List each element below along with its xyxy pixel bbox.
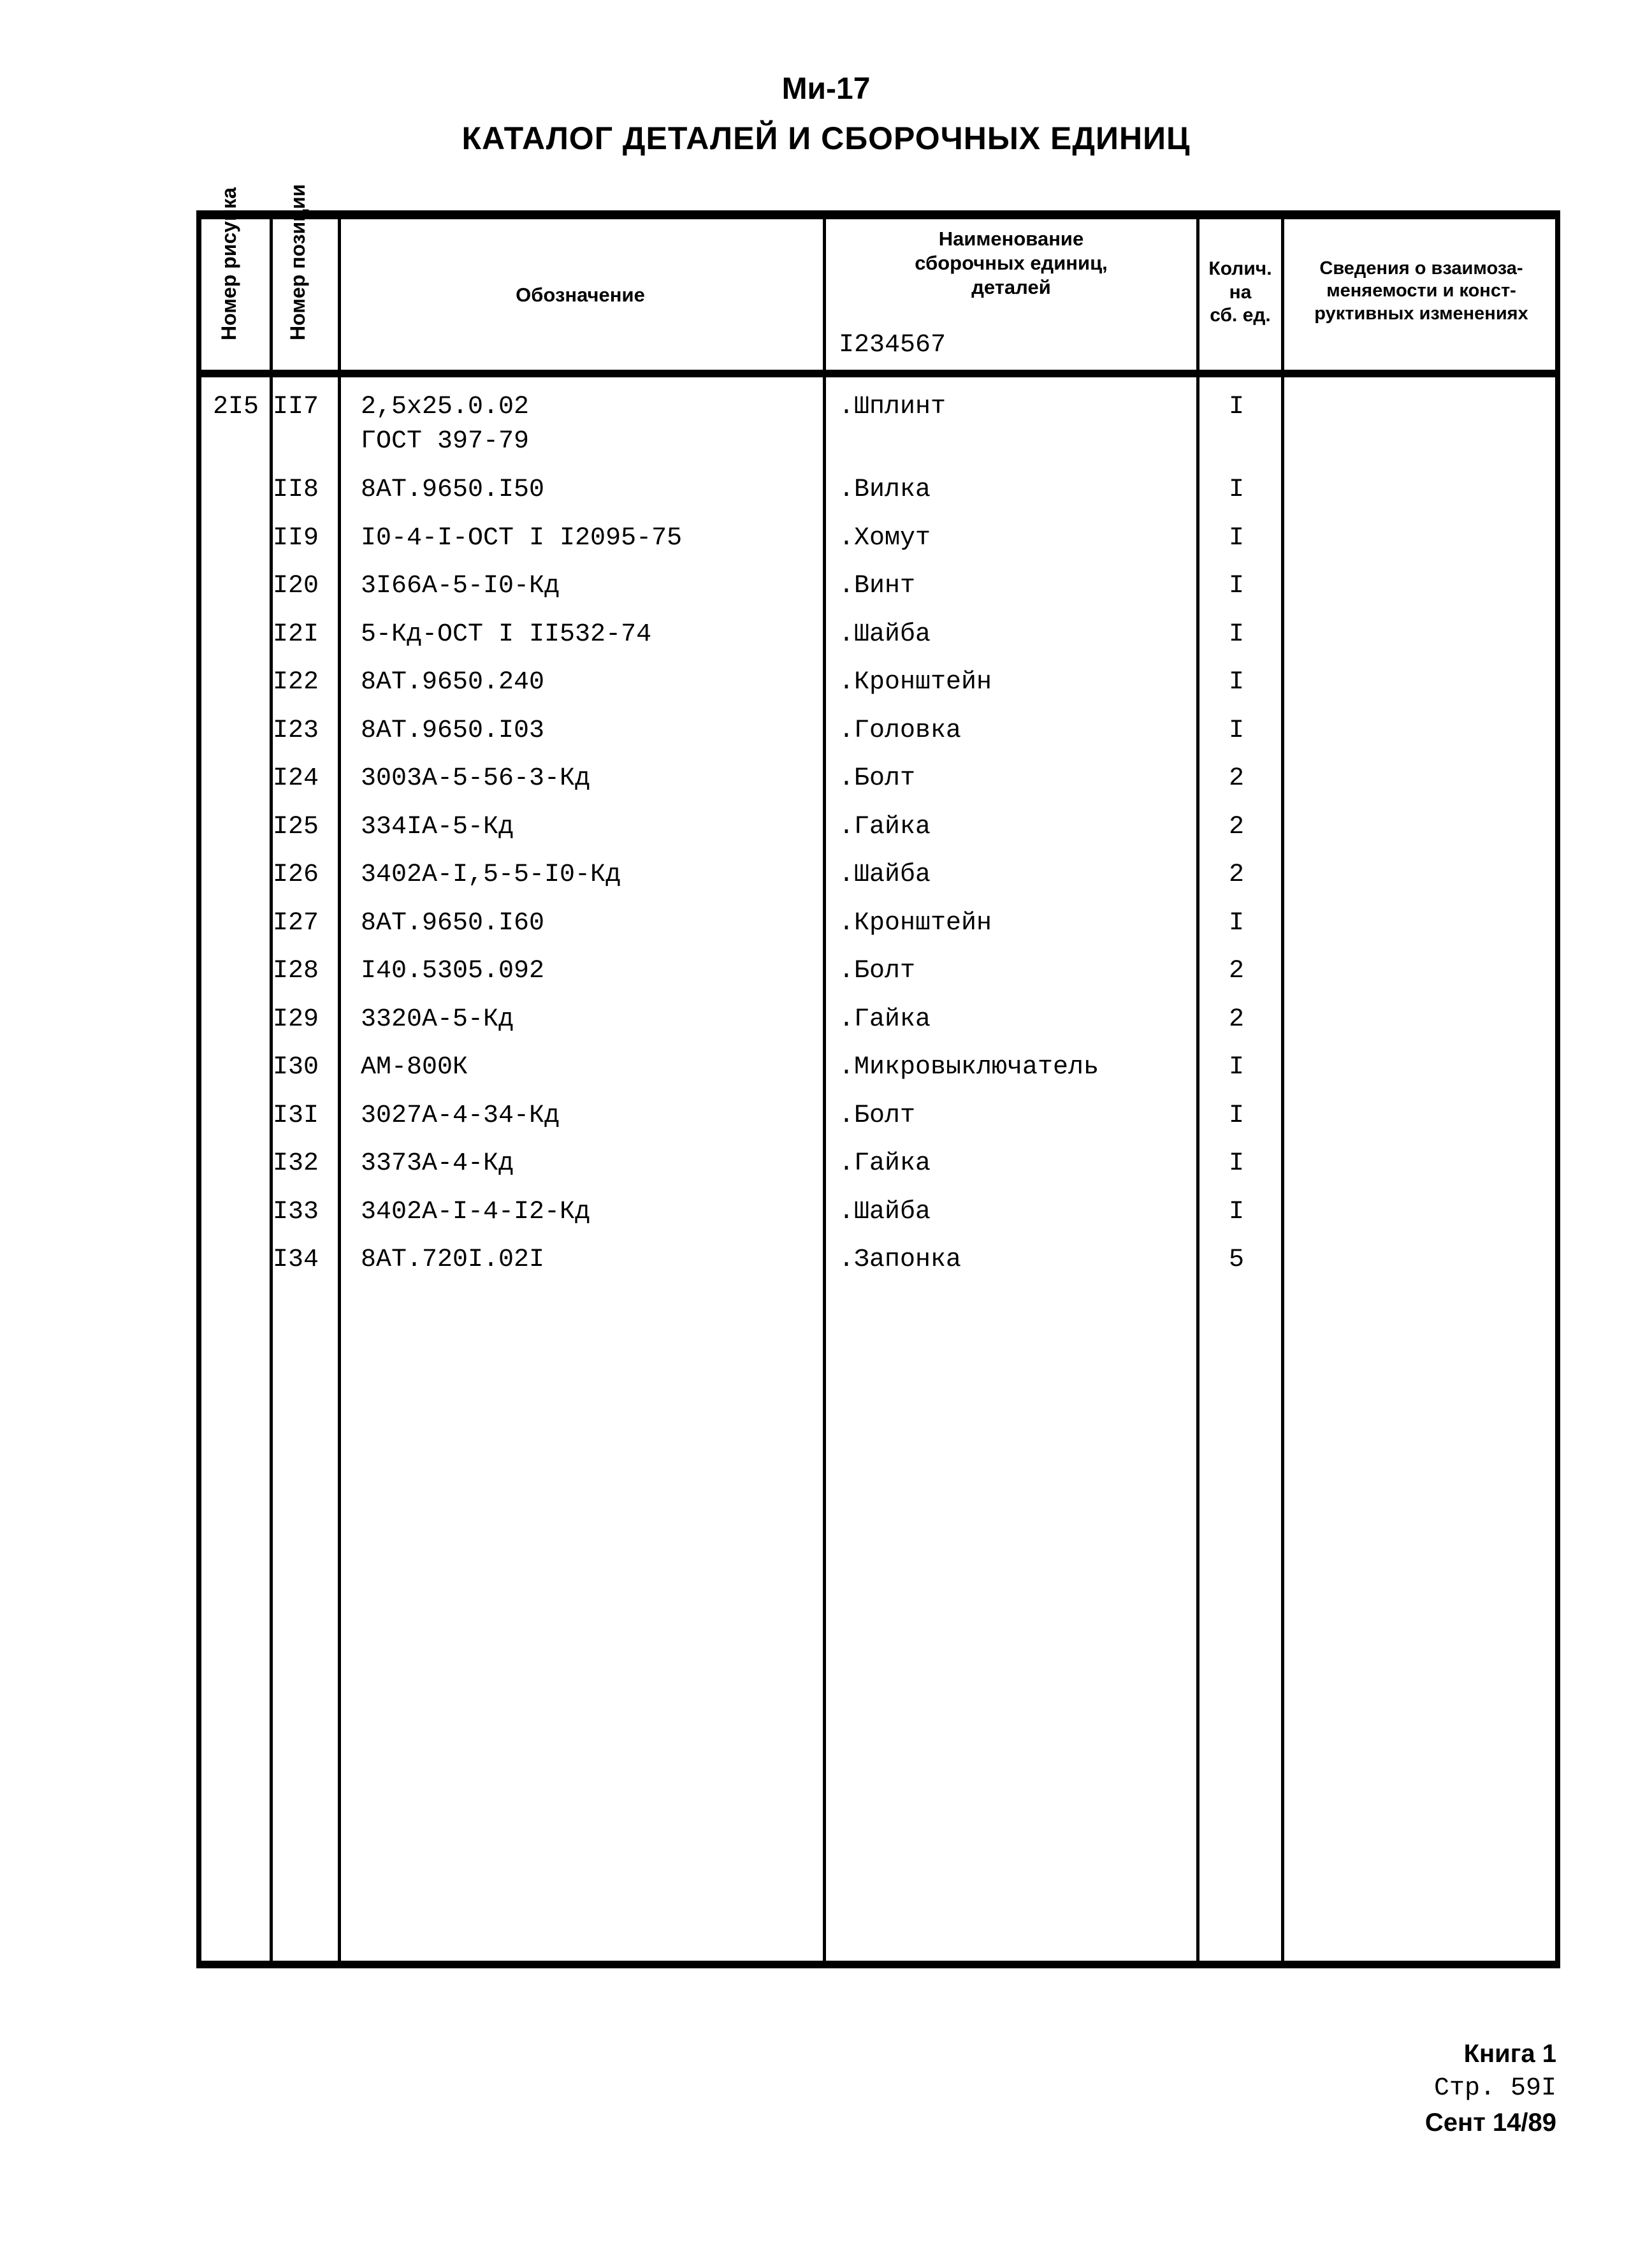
parts-table bbox=[196, 184, 1560, 1968]
position-number: I34 bbox=[273, 1246, 319, 1274]
column-divider bbox=[1281, 219, 1284, 1961]
part-name: .Болт bbox=[839, 1101, 916, 1130]
part-standard: ГОСТ 397-79 bbox=[361, 427, 530, 456]
revision-date: Сент 14/89 bbox=[1424, 2109, 1556, 2137]
position-number: I3I bbox=[273, 1101, 319, 1130]
part-designation: 5-Кд-ОСТ I II532-74 bbox=[361, 620, 652, 649]
part-designation: 8АТ.9650.I50 bbox=[361, 476, 545, 504]
part-designation: I0-4-I-ОСТ I I2095-75 bbox=[361, 523, 683, 553]
part-designation: 2,5x25.0.02 bbox=[361, 393, 530, 421]
position-number: II7 bbox=[273, 393, 319, 421]
part-designation: АМ-800К bbox=[361, 1053, 468, 1082]
part-quantity: I bbox=[1229, 393, 1245, 421]
header-divider bbox=[201, 370, 1555, 377]
part-quantity: I bbox=[1229, 620, 1245, 649]
part-designation: 3003А-5-56-3-Кд bbox=[361, 764, 591, 793]
name-indent-scale: I234567 bbox=[839, 331, 946, 360]
part-designation: 334IА-5-Кд bbox=[361, 812, 514, 841]
part-name: .Хомут bbox=[839, 523, 931, 553]
part-quantity: 2 bbox=[1229, 1005, 1245, 1034]
part-name: .Микровыключатель bbox=[839, 1053, 1099, 1082]
part-designation: 3027А-4-34-Кд bbox=[361, 1101, 560, 1130]
position-number: I26 bbox=[273, 861, 319, 889]
part-name: .Головка bbox=[839, 716, 962, 745]
book-number: Книга 1 bbox=[1463, 2040, 1556, 2068]
part-quantity: 2 bbox=[1229, 764, 1245, 793]
part-name: .Винт bbox=[839, 572, 916, 600]
part-designation: 3I66А-5-I0-Кд bbox=[361, 572, 560, 600]
part-name: .Болт bbox=[839, 957, 916, 985]
figure-number: 2I5 bbox=[213, 393, 259, 421]
part-name: .Шайба bbox=[839, 620, 931, 649]
position-number: I23 bbox=[273, 716, 319, 745]
part-designation: I40.5305.092 bbox=[361, 957, 545, 985]
part-quantity: I bbox=[1229, 523, 1245, 553]
position-number: I28 bbox=[273, 957, 319, 985]
page-title: КАТАЛОГ ДЕТАЛЕЙ И СБОРОЧНЫХ ЕДИНИЦ bbox=[461, 120, 1191, 156]
position-number: I22 bbox=[273, 668, 319, 697]
part-name: .Гайка bbox=[839, 812, 931, 841]
part-designation: 3402А-I,5-5-I0-Кд bbox=[361, 861, 621, 889]
part-quantity: I bbox=[1229, 1149, 1245, 1178]
part-designation: 8АТ.9650.I60 bbox=[361, 908, 545, 938]
part-quantity: I bbox=[1229, 572, 1245, 600]
header-name-line: сборочных единиц, bbox=[915, 251, 1108, 274]
part-quantity: I bbox=[1229, 716, 1245, 745]
part-designation: 8АТ.720I.02I bbox=[361, 1246, 545, 1274]
header-info-line: руктивных изменениях bbox=[1314, 303, 1528, 324]
position-number: I33 bbox=[273, 1197, 319, 1226]
part-quantity: I bbox=[1229, 476, 1245, 504]
header-position-no: Номер позиции bbox=[286, 184, 309, 340]
part-designation: 3402А-I-4-I2-Кд bbox=[361, 1197, 591, 1226]
header-designation: Обозначение bbox=[516, 284, 645, 306]
part-quantity: I bbox=[1229, 1053, 1245, 1082]
part-name: .Гайка bbox=[839, 1005, 931, 1034]
header-info-line: меняемости и конст- bbox=[1326, 280, 1516, 301]
part-name: .Болт bbox=[839, 764, 916, 793]
part-name: .Шплинт bbox=[839, 393, 946, 421]
part-designation: 3373А-4-Кд bbox=[361, 1149, 514, 1178]
position-number: II9 bbox=[273, 523, 319, 553]
header-qty-line: сб. ед. bbox=[1210, 305, 1271, 326]
header-qty-line: Колич. bbox=[1208, 258, 1272, 279]
part-quantity: I bbox=[1229, 1197, 1245, 1226]
position-number: I25 bbox=[273, 812, 319, 841]
column-divider bbox=[1196, 219, 1199, 1961]
header-qty-line: на bbox=[1229, 281, 1252, 303]
header-name bbox=[826, 227, 1196, 299]
part-quantity: I bbox=[1229, 908, 1245, 938]
position-number: I24 bbox=[273, 764, 319, 793]
position-number: I20 bbox=[273, 572, 319, 600]
position-number: I29 bbox=[273, 1005, 319, 1034]
part-name: .Шайба bbox=[839, 861, 931, 889]
header-interchangeability bbox=[1284, 258, 1558, 325]
part-name: .Вилка bbox=[839, 476, 931, 504]
part-quantity: 2 bbox=[1229, 861, 1245, 889]
header-figure-no: Номер рисунка bbox=[217, 187, 240, 340]
part-designation: 3320А-5-Кд bbox=[361, 1005, 514, 1034]
part-quantity: I bbox=[1229, 668, 1245, 697]
position-number: I30 bbox=[273, 1053, 319, 1082]
position-number: I2I bbox=[273, 620, 319, 649]
part-designation: 8АТ.9650.I03 bbox=[361, 716, 545, 745]
part-quantity: 2 bbox=[1229, 812, 1245, 841]
page-number: Стр. 59I bbox=[1433, 2074, 1556, 2103]
header-quantity bbox=[1199, 258, 1281, 328]
part-quantity: 2 bbox=[1229, 957, 1245, 985]
part-name: .Шайба bbox=[839, 1197, 931, 1226]
header-info-line: Сведения о взаимоза- bbox=[1319, 258, 1523, 279]
part-designation: 8АТ.9650.240 bbox=[361, 668, 545, 697]
part-quantity: I bbox=[1229, 1101, 1245, 1130]
header-name-line: деталей bbox=[971, 275, 1051, 298]
position-number: II8 bbox=[273, 476, 319, 504]
part-quantity: 5 bbox=[1229, 1246, 1245, 1274]
header-name-line: Наименование bbox=[938, 228, 1084, 250]
part-name: .Кронштейн bbox=[839, 668, 992, 697]
position-number: I32 bbox=[273, 1149, 319, 1178]
position-number: I27 bbox=[273, 908, 319, 938]
aircraft-model: Ми-17 bbox=[781, 72, 871, 106]
part-name: .Кронштейн bbox=[839, 908, 992, 938]
column-divider bbox=[338, 219, 341, 1961]
part-name: .Запонка bbox=[839, 1246, 962, 1274]
part-name: .Гайка bbox=[839, 1149, 931, 1178]
column-divider bbox=[823, 219, 826, 1961]
